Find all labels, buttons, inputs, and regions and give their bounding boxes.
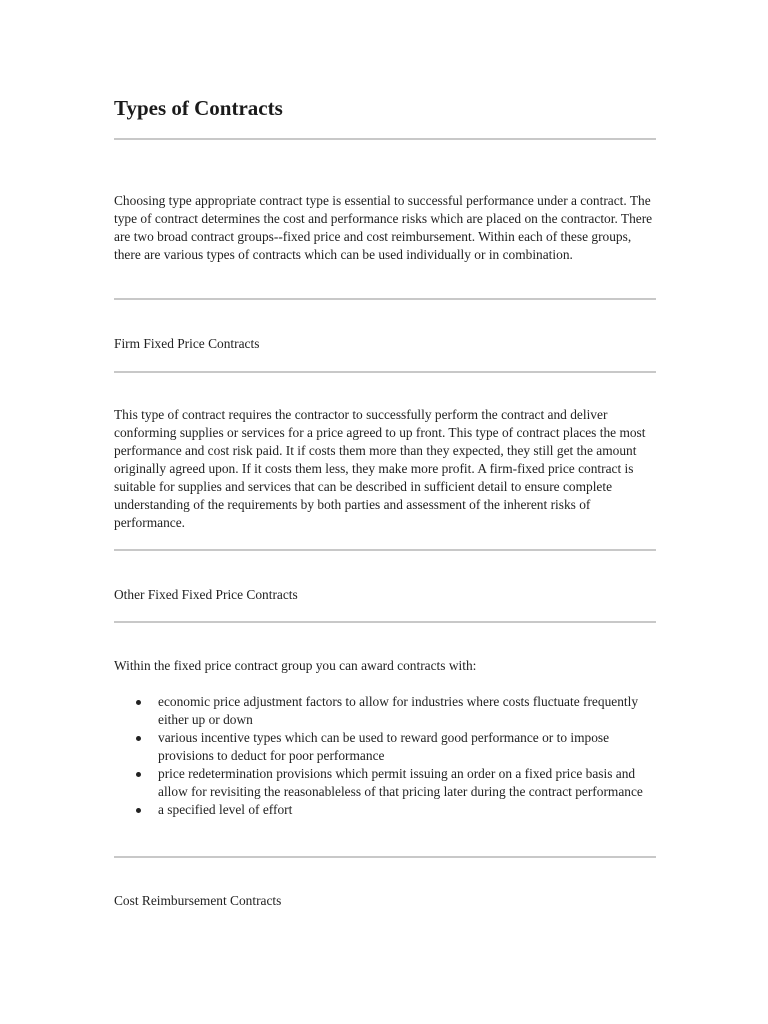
divider — [114, 138, 656, 140]
other-fixed-price-intro: Within the fixed price contract group you can award contracts with: — [114, 658, 477, 673]
list-item-text: various incentive types which can be used to reward good performance or to impose provisions to deduct for poor performance — [158, 730, 610, 763]
list-item — [114, 765, 656, 801]
divider — [114, 549, 656, 551]
list-item — [114, 693, 656, 729]
contract-options-list — [114, 693, 656, 819]
bullet-icon — [136, 772, 141, 777]
page-title: Types of Contracts — [114, 96, 283, 120]
list-item — [114, 729, 656, 765]
bullet-icon — [136, 700, 141, 705]
divider — [114, 856, 656, 858]
divider — [114, 371, 656, 373]
bullet-icon — [136, 808, 141, 813]
firm-fixed-price-paragraph: This type of contract requires the contractor to successfully perform the contract and deliver conforming supplies or services for a price agreed to up front. This type of contract places the most performance and cost risk paid. It if costs them more than they expected, they still get the amount originally agreed upon. If it costs them less, they make more profit. A firm-fixed price contract is suitable for supplies and services that can be described in sufficient detail to ensure complete understanding of the requirements by both parties and assessment of the inherent risks of performance. — [114, 407, 646, 530]
section-heading-cost-reimbursement: Cost Reimbursement Contracts — [114, 893, 282, 908]
section-heading-firm-fixed-price: Firm Fixed Price Contracts — [114, 336, 260, 351]
divider — [114, 621, 656, 623]
intro-paragraph: Choosing type appropriate contract type is essential to successful performance under a contract. The type of contract determines the cost and performance risks which are placed on the contractor. There are two broad contract groups--fixed price and cost reimbursement. Within each of these groups, there are various types of contracts which can be used individually or in combination. — [114, 193, 653, 262]
bullet-icon — [136, 736, 141, 741]
section-heading-other-fixed-price: Other Fixed Fixed Price Contracts — [114, 587, 298, 602]
list-item-text: price redetermination provisions which permit issuing an order on a fixed price basis and allow for revisiting the reasonableless of that pricing later during the contract performance — [158, 766, 643, 799]
divider — [114, 298, 656, 300]
list-item-text: economic price adjustment factors to allow for industries where costs fluctuate frequently either up or down — [158, 694, 639, 727]
list-item — [114, 801, 656, 819]
list-item-text: a specified level of effort — [158, 802, 293, 817]
